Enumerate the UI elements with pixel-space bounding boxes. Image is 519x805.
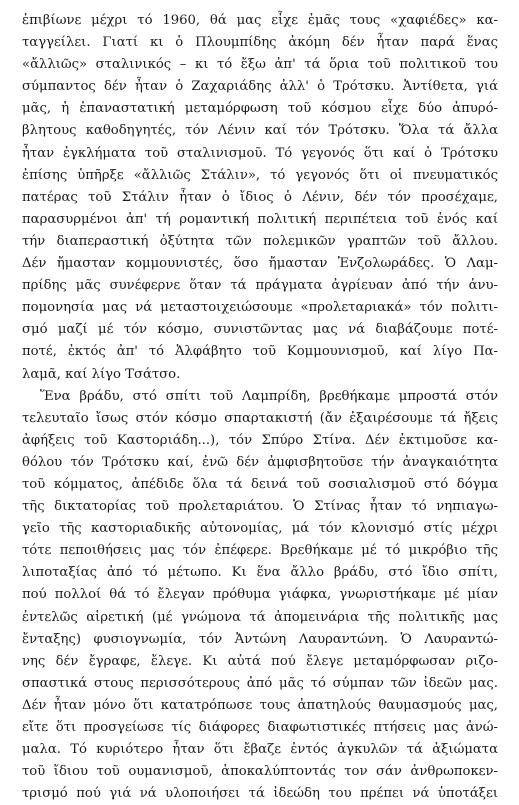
text-line: τρισμό πού γιά νά υλοποιήσει τά ἰδεώδη του πρέπει νά ὑποτάξει xyxy=(22,786,498,802)
text-line: θόλου τόν Τρότσκυ καί, ἐνῶ δέν ἀμφισβητοῦσε τήν ἀναγκαιότητα xyxy=(22,454,498,470)
text-line: ἔνταξης) φυσιογνωμία, τόν Ἀντώνη Λαυραντώνη. Ὁ Λαυραντώ- xyxy=(22,631,498,647)
text-line: σύμπαντος δέν ἦταν ὁ Ζαχαριάδης ἀλλ' ὁ Τρότσκυ. Ἀντίθετα, γιά xyxy=(22,79,498,95)
text-line: γεῖο τῆς καστοριαδικῆς αὐτονομίας, μά τόν κλονισμό στίς μέχρι xyxy=(22,521,498,537)
text-line: πού πολλοί θά τό ἔλεγαν πρόθυμα γιάφκα, γνωριστήκαμε μέ μίαν xyxy=(22,587,498,603)
text-line: ἦταν ἐγκλήματα τοῦ σταλινισμοῦ. Τό γεγονός ὅτι καί ὁ Τρότσκυ xyxy=(22,145,498,161)
text-line: πρίδης μᾶς συνέφερνε ὅταν τά πράγματα ἀγρίευαν ἀπό τήν ἀνυ- xyxy=(22,278,498,294)
text-line: ἀφήξεις τοῦ Καστοριάδη...), τόν Σπύρο Στίνα. Δέν ἐκτιμοῦσε κα- xyxy=(22,432,498,448)
text-line: σπαστικά στους περισσότερους ἀπό μᾶς τό σύμπαν τῶν ἰδεῶν μας. xyxy=(22,675,498,691)
text-line: μᾶς, ἡ ἐπαναστατική μεταμόρφωση τοῦ κόσμου εἶχε δύο ἀπυρό- xyxy=(22,101,498,117)
text-line: τοῦ ἴδιου τοῦ ουμανισμοῦ, ἀποκαλύπτοντάς τον σάν ἀνθρωποκεν- xyxy=(22,764,498,780)
text-line: πομονησία μας νά μεταστοιχειώσουμε «προλεταριακά» τόν πολιτι- xyxy=(22,300,498,316)
text-line: Δέν ἤμασταν κομμουνιστές, ὅσο ἤμασταν Ἐνζολωράδες. Ὁ Λαμ- xyxy=(22,256,498,272)
text-line: εἴτε ὅτι προσγείωσε τίς διάφορες διαφωτιστικές πτήσεις μας ἀνώ- xyxy=(22,720,498,735)
text-line: ταγγείλει. Γιατί κι ὁ Πλουμπίδης ἀκόμη δέν ἦταν παρά ἕνας xyxy=(22,35,498,51)
paragraph xyxy=(22,10,498,386)
text-line: βλητους καθοδηγητές, τόν Λένιν καί τόν Τρότσκυ. Ὅλα τά ἄλλα xyxy=(22,123,498,139)
text-line: τῆς δικτατορίας τοῦ προλεταριάτου. Ὁ Στίνας ἦταν τό νηπιαγω- xyxy=(22,499,498,515)
text-line: νης δέν ἔγραφε, ἔλεγε. Κι αὐτά πού ἔλεγε μεταμόρφωσαν ριζο- xyxy=(22,653,498,669)
text-line: λιποταξίας ἀπό τό μέτωπο. Κι ἕνα ἄλλο βράδυ, στό ἴδιο σπίτι, xyxy=(22,565,498,581)
text-line: Δέν ἦταν μόνο ὅτι κατατρόπωσε τους ἀπατηλούς θαυμασμούς μας, xyxy=(22,697,498,713)
text-line: τήν διαπεραστική ὀξύτητα τῶν πολεμικῶν γραπτῶν τοῦ ἄλλου. xyxy=(22,233,498,249)
text-line: σμό μαζί μέ τόν κόσμο, συνιστῶντας μας νά διαβάζουμε ποτέ- xyxy=(22,322,498,338)
text-line: τότε πεποιθήσεις μας τόν ἐπέφερε. Βρεθήκαμε μέ τό μικρόβιο τῆς xyxy=(22,543,498,559)
text-line: Ἕνα βράδυ, στό σπίτι τοῦ Λαμπρίδη, βρεθήκαμε μπροστά στόν xyxy=(40,388,498,404)
text-line: παρασυρμένοι ἀπ' τή ρομαντική πολιτική περιπέτεια τοῦ ἑνός καί xyxy=(22,211,498,227)
text-line: «ἄλλιῶς» σταλινικός – κι τό ἔξω ἀπ' τά ὅρια τοῦ πολιτικοῦ του xyxy=(22,57,498,73)
text-line: μαλα. Τό κυριότερο ἦταν ὅτι ἔβαζε ἐντός ἀγκυλῶν τά ἀξιώματα xyxy=(22,742,498,758)
text-line: λαμᾶ, καί λίγο Τσάτσο. xyxy=(22,366,181,382)
text-line: τελευταῖο ἴσως στόν κόσμο σπαρτακιστή (ἄν ἐξαιρέσουμε τά ἤξεις xyxy=(22,410,498,426)
paragraph xyxy=(22,386,498,805)
text-line: ποτέ, ἐκτός ἀπ' τό Ἀλφάβητο τοῦ Κομμουνισμοῦ, καί λίγο Πα- xyxy=(22,344,498,360)
text-line: ἐπίσης ὑπῆρξε «ἄλλιῶς Στάλιν», τό γεγονός ὅτι οἱ πνευματικός xyxy=(22,167,498,183)
page-text xyxy=(22,10,498,805)
text-line: ἐντελῶς αἱρετική (μέ γνώμονα τά ἀπομεινάρια τῆς πολιτικῆς μας xyxy=(22,609,498,625)
text-line: πατέρας τοῦ Στάλιν ἦταν ὁ ἴδιος ὁ Λένιν, δέν τόν προσέχαμε, xyxy=(22,189,498,205)
text-line: ἐπιβίωνε μέχρι τό 1960, θά μας εἶχε ἐμᾶς τους «χαφιέδες» κα- xyxy=(22,13,498,28)
text-line: τοῦ κόμματος, ἀπέδιδε ὅλα τά δεινά τοῦ σοσιαλισμοῦ στό δόγμα xyxy=(22,476,498,492)
